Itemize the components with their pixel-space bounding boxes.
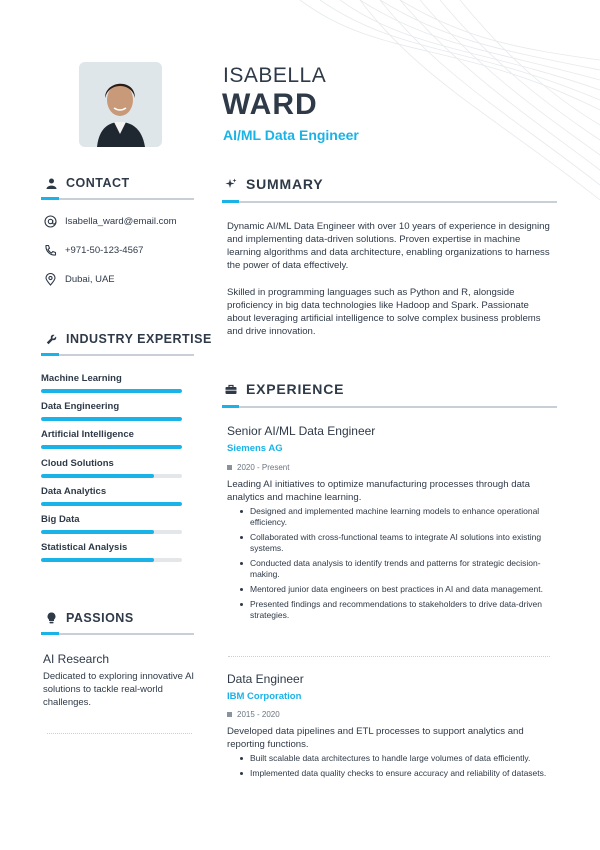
skill-bar [41, 474, 182, 478]
job-separator [228, 656, 550, 657]
contact-heading-label: CONTACT [66, 176, 130, 190]
skill-label: Artificial Intelligence [41, 429, 134, 441]
skill-bar-fill [41, 445, 182, 449]
skill-label: Statistical Analysis [41, 542, 128, 554]
at-sign-icon [44, 215, 57, 228]
experience-heading [225, 381, 344, 397]
job-1-dates [227, 463, 289, 472]
last-name: WARD [222, 88, 318, 121]
list-item: Implemented data quality checks to ensure accuracy and reliability of datasets. [238, 768, 550, 779]
list-item: Presented findings and recommendations to stakeholders to drive data-driven strategies. [238, 599, 550, 621]
skill-bar [41, 530, 182, 534]
skill-bar-fill [41, 530, 154, 534]
sparkle-icon [225, 178, 237, 190]
skill-item [41, 514, 183, 534]
profile-portrait-icon [79, 62, 162, 147]
list-item: Mentored junior data engineers on best practices in AI and data management. [238, 584, 550, 595]
skill-bar [41, 502, 182, 506]
job-title: AI/ML Data Engineer [223, 127, 359, 143]
skill-label: Machine Learning [41, 373, 122, 384]
summary-divider [222, 201, 557, 203]
lightbulb-icon [45, 612, 57, 624]
contact-phone-row[interactable] [44, 244, 143, 257]
summary-heading-label: SUMMARY [246, 176, 324, 192]
skill-bar-fill [41, 474, 154, 478]
location-pin-icon [44, 273, 57, 286]
job-2-dates-text: 2015 - 2020 [237, 710, 280, 719]
person-icon [45, 177, 57, 189]
job-2-dates [227, 710, 280, 719]
job-1-description: Leading AI initiatives to optimize manufacturing processes through data analytics and machine learning. [227, 479, 530, 503]
experience-divider [222, 406, 557, 408]
skill-label: Big Data [41, 514, 80, 525]
job-2-bullets [238, 753, 550, 779]
skill-bar [41, 417, 182, 421]
list-item: Built scalable data architectures to handle large volumes of data efficiently. [238, 753, 550, 764]
skill-label: Data Engineering [41, 401, 120, 413]
contact-email-row[interactable] [44, 215, 177, 228]
briefcase-icon [225, 383, 237, 395]
contact-divider [41, 198, 194, 200]
skill-bar [41, 389, 182, 393]
skill-item [41, 373, 183, 393]
skill-item [41, 429, 183, 449]
passions-divider [41, 633, 194, 635]
wrench-icon [45, 333, 57, 345]
skill-item [41, 486, 183, 506]
skill-item [41, 401, 183, 421]
job-2-company: IBM Corporation [227, 691, 302, 702]
expertise-heading-label: INDUSTRY EXPERTISE [66, 332, 212, 346]
list-item: Designed and implemented machine learning models to enhance operational efficiency. [238, 506, 550, 528]
contact-location-row [44, 273, 115, 286]
expertise-divider [41, 354, 194, 356]
summary-paragraph-2: Skilled in programming languages such as Python and R, alongside proficiency in big data technologies like Hadoop and Spark. Passionate about leveraging artificial intelligence to solve complex business problems and drive innovation. [227, 287, 541, 337]
skill-bar-fill [41, 417, 182, 421]
skill-item [41, 458, 183, 478]
skill-bar-fill [41, 558, 154, 562]
passion-separator [47, 733, 192, 734]
job-2-description: Developed data pipelines and ETL processes to support analytics and reporting functions. [227, 726, 524, 750]
job-1-title: Senior AI/ML Data Engineer [227, 424, 376, 438]
contact-phone[interactable]: +971-50-123-4567 [65, 245, 144, 256]
passions-heading [45, 611, 134, 625]
calendar-marker-icon [227, 712, 232, 717]
phone-icon [44, 244, 57, 257]
contact-location: Dubai, UAE [65, 274, 115, 285]
experience-heading-label: EXPERIENCE [246, 381, 345, 397]
skill-bar [41, 558, 182, 562]
profile-photo [79, 62, 162, 147]
skill-bar-fill [41, 389, 182, 393]
summary-heading [225, 176, 323, 192]
job-1-company: Siemens AG [227, 443, 283, 454]
passion-description: Dedicated to exploring innovative AI solutions to tackle real-world challenges. [43, 671, 195, 708]
passions-heading-label: PASSIONS [66, 611, 134, 625]
skill-label: Cloud Solutions [41, 457, 114, 469]
contact-heading [45, 176, 130, 190]
job-2-title: Data Engineer [227, 672, 304, 686]
first-name: ISABELLA [223, 64, 327, 87]
calendar-marker-icon [227, 465, 232, 470]
skill-item [41, 542, 183, 562]
skill-label: Data Analytics [41, 485, 107, 497]
contact-email[interactable]: Isabella_ward@email.com [65, 216, 177, 227]
list-item: Conducted data analysis to identify trends and patterns for strategic decision-making. [238, 558, 550, 580]
passion-title: AI Research [43, 652, 110, 666]
job-1-dates-text: 2020 - Present [237, 463, 290, 472]
job-1-bullets [238, 506, 550, 621]
summary-paragraph-1: Dynamic AI/ML Data Engineer with over 10 years of experience in designing and implementing data-driven solutions. Proven expertise in machine learning algorithms and data architecture, enabling organizations to harness the power of data effectively. [227, 221, 550, 271]
list-item: Collaborated with cross-functional teams to integrate AI solutions into existing systems. [238, 532, 550, 554]
skill-bar [41, 445, 182, 449]
skill-bar-fill [41, 502, 182, 506]
expertise-heading [45, 332, 212, 346]
